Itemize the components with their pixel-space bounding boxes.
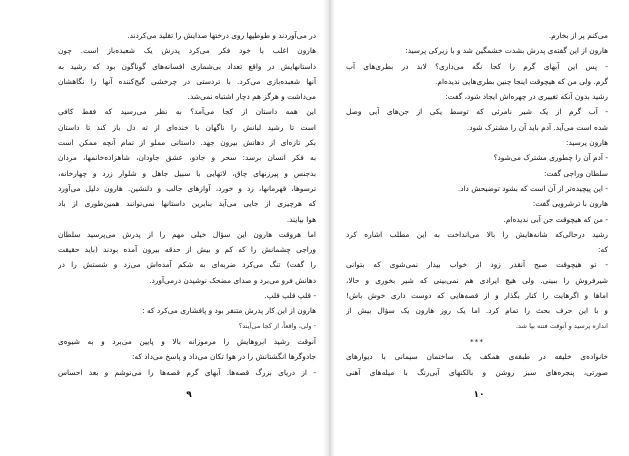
section-separator: *** [469, 336, 485, 346]
text-line: جادوگرها انگشتانش را در هوا تکان می‌داد و پاسخ می‌داد که: [131, 352, 316, 362]
text-line: - تو هیچوقت صبح آنقدر زود از خواب بیدار نمی‌شوی که بتوانی [346, 260, 608, 270]
text-line: صورتی، پنجره‌های سبز روشن و بالکنهای آبی‌رنگ با میله‌های آهنی [346, 367, 608, 377]
text-line: می‌کنم پر از بخارم. [548, 31, 608, 40]
right-page [346, 28, 608, 420]
text-line: وراجی چشمانش را که کم و بیش از حدقه بیرون آمده بودند (باید حقیقت [58, 245, 316, 255]
right-page-body [346, 28, 608, 380]
text-line: را گفت) تنگ می‌کرد ضربه‌ای به شکم آمده‌اش می‌زد و شستش را در [58, 260, 316, 270]
text-line: آنها شعبده‌بازی می‌کرد. با تردستی در چرخشی گیج‌کننده آنها را نگاهشان [58, 76, 316, 86]
text-line: هارون با ترشرویی گفت: [532, 199, 608, 209]
text-line: هارون پرسید: [566, 138, 608, 148]
text-line: - این پیچیده‌تر از آن است که بشود توضیحش داد. [457, 183, 608, 193]
text-line: داستانهایش در واقع تعداد بی‌شماری افسانه‌های گوناگون بود که رشید به [58, 61, 316, 71]
text-line: که هرچیزی از جایی می‌آید بنابرین داستانها نمی‌توانند همین‌طوری از باد [58, 199, 316, 209]
text-line: بدجنس و پیرزنهای چاق، لاتهایی با سبیل جاهل و شلوار زرد و چهارخانه، [58, 168, 316, 178]
text-line: ترسوها، قهرمانها، زد و خورد، آوازهای جالب و دلنشین. هارون دلیل می‌آورد [58, 183, 316, 193]
book-gutter [323, 0, 335, 456]
text-line: بکر تازه‌ای از دهانش بیرون جهد. داستانی مملو از تمام آنچه ممکن است [58, 138, 316, 148]
text-line: هوا بیایند. [286, 214, 316, 224]
text-line: این همه داستان از کجا می‌آمد؟ به نظر می‌رسید که فقط کافی [58, 107, 316, 117]
text-line: دهانش فرو می‌برد و صدای مضحک نوشیدن درمی‌آورد. [149, 275, 316, 285]
text-line: رشید بدون آنکه تغییری در چهره‌اش ایجاد شود، گفت: [445, 92, 608, 102]
text-line: - آدم آن را چطوری مشترک می‌شود؟ [493, 153, 608, 163]
text-line: که: [598, 245, 608, 255]
text-line: رشید درحالی‌که شانه‌هایش را بالا می‌انداخت به این مطلب اشاره کرد [346, 229, 608, 239]
text-line: - من که هیچوقت جن آبی ندیده‌ام. [503, 214, 608, 224]
text-line: شیرفروش را ببینی. ولی هیچ ایرادی هم نمی‌بینی که شیر بخوری و حالا، [346, 275, 608, 285]
text-line: هارون از این کار پدرش متنفر بود و پافشاری می‌کرد که : [142, 306, 316, 316]
left-page [58, 28, 316, 420]
text-line: می‌داشت و هرگز هم دچار اشتباه نمی‌شد. [187, 92, 316, 102]
text-line: شده است می‌آید. آدم باید آن را مشترک شود. [466, 122, 608, 132]
text-line: گرم. ولی من که هیچوقت اینجا چنین بطری‌هایی ندیده‌ام. [435, 76, 608, 86]
text-line: - آب گرم از یک شیر نامرئی که توسط یکی از جن‌های آبی وصل [346, 107, 608, 117]
text-line: در می‌آوردند و طوطیها روی درختها صدایش را تقلید می‌کردند. [127, 31, 316, 40]
text-line: - قلپ قلپ قلپ. [264, 291, 316, 301]
page-number-right: ۱۰ [473, 390, 485, 400]
text-line: اماها و اگرهایت را کنار بگذار و از قصه‌هایی که دوست داری خوش باش! [346, 291, 608, 301]
left-page-body [58, 28, 316, 380]
text-line: سلطان وراجی گفت: [543, 168, 608, 178]
page-number-left: ۹ [186, 390, 192, 400]
text-line: هارون اغلب با خود فکر می‌کرد پدرش یک شعبده‌باز است. چون [58, 46, 316, 56]
text-line: - ولی، واقعاً، از کجا می‌آیند؟ [238, 321, 316, 330]
text-line: - از دریای بزرگ قصه‌ها. آبهای گرم قصه‌ها را می‌نوشم و بعد احساس [58, 367, 316, 377]
text-line: هارون از این گفته‌ی پدرش بشدت خشمگین شد و با زیرکی پرسید: [405, 46, 608, 56]
text-line: اندازه پرسید و آنوقت فتنه بپا شد. [515, 321, 608, 330]
text-line: آنوقت رشید ابروهایش را مرموزانه بالا و پایین می‌برد و به شیوه‌ی [58, 336, 316, 346]
text-line: است تا رشید لبانش را ناگهان با خنده‌ای از ته دل باز کند تا داستان [58, 122, 316, 132]
text-line: - پس این آبهای گرم را کجا نگه می‌داری؟ لابد در بطری‌های آب [346, 61, 608, 71]
text-line: خانواده‌ی خلیفه در طبقه‌ی همکف یک ساختمان سیمانی با دیوارهای [346, 352, 608, 362]
text-line: اما هروقت هارون این سؤال خیلی مهم را از پدرش می‌پرسید سلطان [58, 229, 316, 239]
text-line: به فکر انسان برسد: سحر و جادو، عشق جاودان، شاهزاده‌خانمها، مردان [58, 153, 316, 163]
text-line: و با این حرف بحث را تمام کرد. اما یک روز هارون یک سؤال بیش از [346, 306, 608, 316]
